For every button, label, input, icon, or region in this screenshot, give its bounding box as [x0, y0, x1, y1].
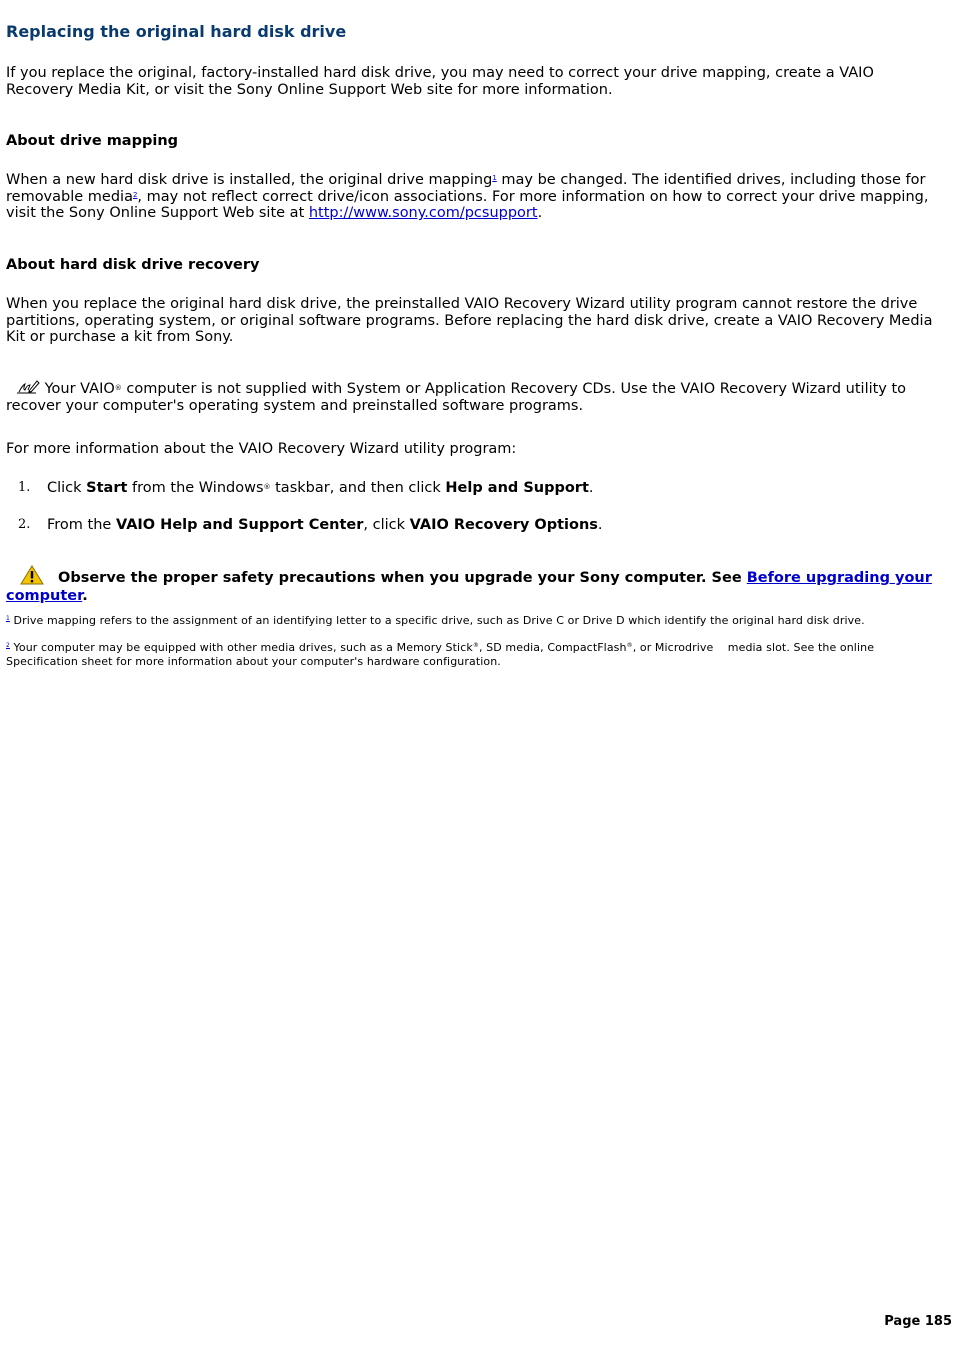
before-upgrading-link[interactable]: Before upgrading your computer [6, 570, 932, 604]
page-title: Replacing the original hard disk drive [6, 22, 347, 41]
warning-icon [20, 565, 44, 585]
page-number: Page 185 [884, 1314, 952, 1329]
footnote-ref-2[interactable]: 2 [132, 190, 138, 199]
drive-mapping-paragraph: When a new hard disk drive is installed, the original drive mapping$^1$ may be changed. The identified drives, including those for removable media$^2$, may not reflect correct drive/icon associations. For more information on how to correct your drive mapping, visit the Sony Online Support Web site at http://www.sony.com/pcsupport. [6, 172, 929, 222]
footnote-ref-1[interactable]: 1 [492, 174, 497, 182]
recovery-paragraph: When you replace the original hard disk drive, the preinstalled VAIO Recovery Wizard utility program cannot restore the drive partitions, operating system, or original software programs. Before replacing the hard disk drive, create a VAIO Recovery Media Kit or purchase a kit from Sony. [6, 296, 933, 346]
warning-paragraph: Observe the proper safety precautions when you upgrade your Sony computer. See Before upgrading your computer. [6, 565, 942, 605]
recovery-heading: About hard disk drive recovery [6, 257, 260, 273]
drive-mapping-heading: About drive mapping [6, 133, 179, 149]
footnote-1: $^1$ Drive mapping refers to the assignment of an identifying letter to a specific drive, such as Drive C or Drive D which identify the original hard disk drive. [6, 614, 865, 627]
more-info-paragraph: For more information about the VAIO Recovery Wizard utility program: [6, 441, 517, 457]
footnote-2: $^2$ Your computer may be equipped with other media drives, such as a Memory Stick®, SD media, CompactFlash®, or Microdrive media slot. See the online Specification sheet for more information about your computer's hardware configuration. [6, 641, 878, 668]
note-paragraph: Your VAIO® computer is not supplied with System or Application Recovery CDs. Use the VAIO Recovery Wizard utility to recover your computer's operating system and preinstalled software programs. [6, 381, 907, 414]
note-pen-icon [16, 379, 40, 395]
intro-paragraph: If you replace the original, factory-installed hard disk drive, you may need to correct your drive mapping, create a VAIO Recovery Media Kit, or visit the Sony Online Support Web site for more information. [6, 65, 874, 98]
pcsupport-link[interactable]: http://www.sony.com/pcsupport [308, 205, 538, 222]
